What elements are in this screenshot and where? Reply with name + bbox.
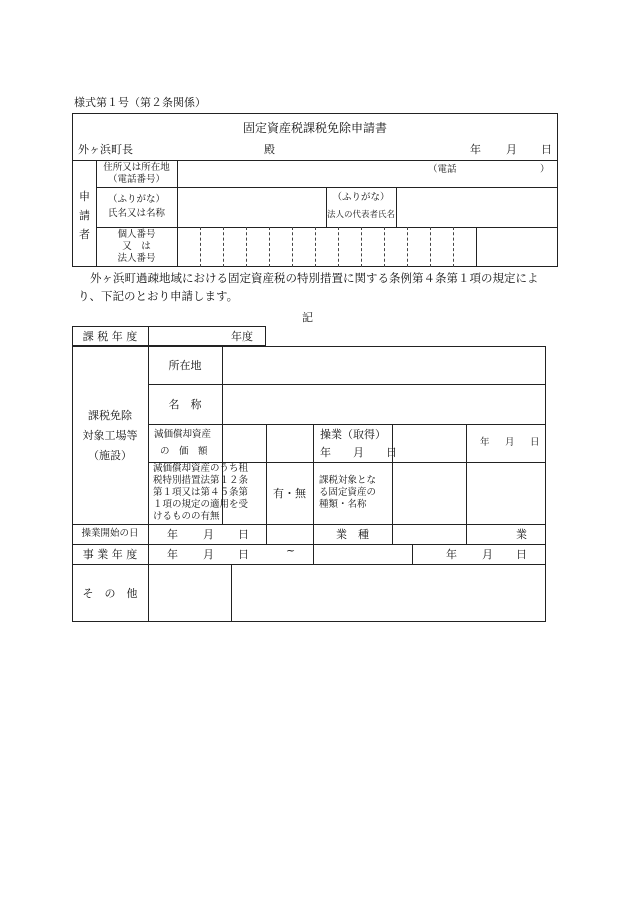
id-cell-separator	[292, 227, 293, 267]
divider	[96, 227, 558, 228]
honorific: 殿	[264, 143, 275, 156]
op-start-year: 年	[167, 528, 178, 541]
divider	[231, 564, 232, 622]
op-start-day: 日	[238, 528, 249, 541]
divider	[96, 187, 558, 188]
op-start-month: 月	[203, 528, 214, 541]
divider	[148, 384, 546, 385]
id-cell-separator	[361, 227, 362, 267]
id-cell-separator	[453, 227, 454, 267]
asset-type-label-1: 課税対象とな	[319, 475, 377, 486]
id-label-2: 又 は	[122, 241, 151, 252]
facility-label-2: 対象工場等	[82, 429, 138, 442]
date-year: 年	[470, 143, 481, 156]
facility-name-label: 名 称	[168, 398, 202, 411]
divider	[72, 160, 558, 161]
divider	[412, 544, 413, 564]
divider	[466, 424, 467, 544]
ki-mark: 記	[302, 311, 313, 324]
tax-year-unit: 年度	[231, 330, 253, 343]
facility-label-1: 課税免除	[88, 409, 132, 422]
id-cell-separator	[200, 227, 201, 267]
facility-label-3: （施設）	[88, 449, 132, 462]
id-label-1: 個人番号	[117, 229, 156, 240]
applicant-label-2: 請	[79, 209, 90, 222]
divider	[392, 424, 393, 544]
by-end-day: 日	[516, 548, 527, 561]
date-month: 月	[506, 143, 517, 156]
op-start-label: 操業開始の日	[81, 528, 139, 539]
address-label: 住所又は所在地	[103, 162, 170, 173]
applicant-label-1: 申	[79, 190, 90, 203]
special-measure-label-2: 税特別措置法第１２条	[153, 475, 249, 486]
asset-type-label-3: 種類・名称	[319, 499, 367, 510]
id-cell-separator	[430, 227, 431, 267]
special-measure-label-4: １項の規定の適用を受	[153, 499, 249, 510]
id-cell-separator	[407, 227, 408, 267]
id-cell-separator	[223, 227, 224, 267]
divider	[148, 346, 149, 622]
divider	[148, 424, 546, 425]
statement-line-2: り、下記のとおり申請します。	[78, 289, 239, 303]
form-number: 様式第１号（第２条関係）	[74, 96, 206, 109]
depreciable-value-label-2: の 価 額	[160, 446, 208, 457]
details-box	[72, 346, 546, 622]
by-end-month: 月	[482, 548, 493, 561]
id-cell-separator	[315, 227, 316, 267]
other-label: そ の 他	[82, 587, 138, 600]
id-label-3: 法人番号	[117, 253, 156, 264]
divider	[72, 544, 546, 545]
operation-date-label: 年 月 日	[320, 446, 397, 459]
op-date-year: 年	[480, 437, 490, 448]
date-day: 日	[541, 143, 552, 156]
divider	[177, 160, 178, 267]
id-cell-separator	[269, 227, 270, 267]
furigana-label: （ふりがな）	[107, 194, 165, 205]
name-label: 氏名又は名称	[107, 208, 165, 219]
tilde: ~	[286, 544, 296, 557]
op-date-day: 日	[530, 437, 540, 448]
phone-close: ）	[540, 164, 550, 175]
special-measure-label-1: 減価償却資産のうち租	[153, 463, 249, 474]
industry-label: 業 種	[336, 528, 369, 541]
by-start-day: 日	[238, 548, 249, 561]
form-title: 固定資産税課税免除申請書	[242, 121, 387, 135]
asset-type-label-2: る固定資産の	[319, 487, 377, 498]
special-measure-label-3: 第１項又は第４５条第	[153, 487, 249, 498]
id-cell-separator	[338, 227, 339, 267]
tax-year-label: 課 税 年 度	[82, 330, 138, 343]
phone-open: （電話	[428, 164, 457, 175]
by-start-year: 年	[167, 548, 178, 561]
divider	[266, 424, 267, 544]
statement-line-1: 外ヶ浜町過疎地域における固定資産税の特別措置に関する条例第４条第１項の規定によ	[90, 271, 539, 285]
operation-label: 操業（取得）	[320, 428, 386, 441]
special-measure-label-5: けるものの有無	[153, 511, 220, 522]
id-cell-separator	[384, 227, 385, 267]
id-cell-end	[476, 227, 477, 267]
business-year-label: 事 業 年 度	[82, 548, 138, 561]
addressee: 外ヶ浜町長	[78, 143, 133, 156]
id-cell-separator	[246, 227, 247, 267]
applicant-label-3: 者	[79, 228, 90, 241]
divider	[148, 326, 149, 346]
divider	[313, 424, 314, 564]
depreciable-value-label-1: 減価償却資産	[154, 429, 212, 440]
location-label: 所在地	[168, 359, 202, 372]
divider	[72, 524, 546, 525]
rep-name-label: 法人の代表者氏名	[326, 210, 395, 220]
phone-label: （電話番号）	[107, 174, 165, 185]
by-start-month: 月	[203, 548, 214, 561]
industry-suffix: 業	[516, 528, 527, 541]
rep-furigana-label: （ふりがな）	[332, 192, 390, 203]
divider	[396, 187, 397, 227]
op-date-month: 月	[505, 437, 515, 448]
divider	[72, 564, 546, 565]
by-end-year: 年	[446, 548, 457, 561]
yes-no-option[interactable]: 有・無	[273, 487, 306, 500]
